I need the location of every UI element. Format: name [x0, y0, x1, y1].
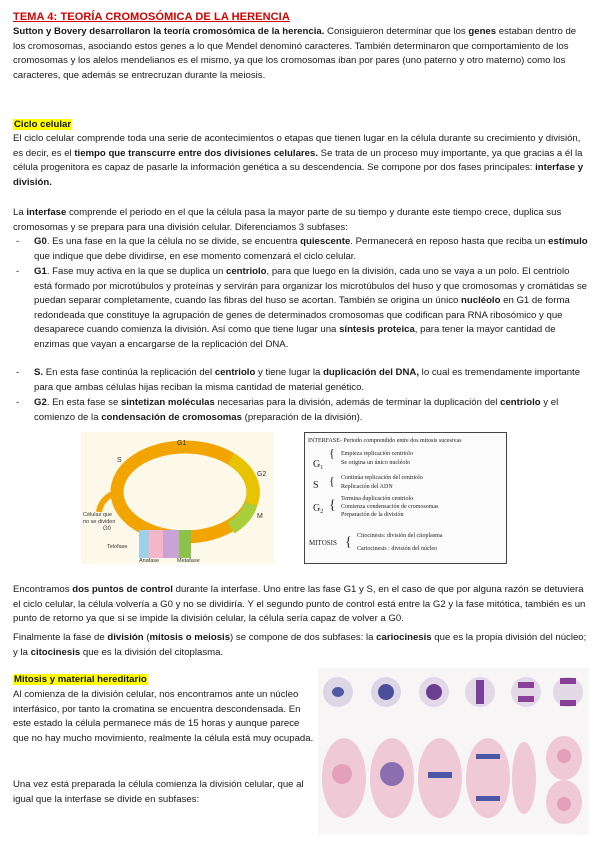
label-g1: G1	[177, 440, 187, 447]
summary-g2-c: Preparación de la división	[341, 512, 404, 518]
summary-mitosis-b: Cariocinesis : división del núcleo	[357, 546, 437, 552]
cell-5-a	[518, 682, 534, 688]
cell-1-nucleus	[332, 687, 344, 697]
label-g0-line1: Células que	[83, 512, 113, 518]
cell-10-b	[476, 796, 500, 801]
telofase-band	[139, 530, 149, 558]
summary-s-a: Continúa replicación del centriolo	[341, 475, 423, 481]
ciclo-paragraph: El ciclo celular comprende toda una serie de acontecimientos o etapas que tienen lugar en la célula durante su crecimiento y división, es decir, es el tiempo que transcurre entre dos divisiones celulares. Se trata de un proceso muy importante, ya que gracias a él la célula progenitora es capaz de pasarle la información genética a su descendencia. Se compone por dos fases principales: interfase y división.	[13, 133, 584, 188]
list-item-g1: - G1. Fase muy activa en la que se duplica un centriolo, para que luego en la división, cada uno se vaya a un polo. El centriolo está formado por microtúbulos y proteínas y servirán para organizar los microtúbulos del huso y que cromosomas y cromátidas se puedan separar completamente, cuando las fibras del huso se acortan. También se origina un único nucléolo en G1 de forma redondeada que constituye la agrupación de genes de determinados cromosomas que codifican para RNA ribosómico y que desaparece cuando comienza la división. Así como que tiene lugar una síntesis proteica, para tener la mayor cantidad de enzimas que vayan a encargarse de la replicación del DNA.	[16, 266, 587, 350]
summary-g2-b: Comienza condensación de cromosomas	[341, 504, 439, 510]
cell-5	[511, 677, 541, 707]
label-telofase: Telofase	[107, 544, 128, 550]
cell-6-b	[560, 700, 576, 706]
summary-mitosis-label: MITOSIS	[309, 539, 337, 547]
mitosis-brace: {	[345, 535, 352, 550]
cell-11-n1	[557, 749, 571, 763]
g2-brace: {	[329, 498, 336, 513]
cell-5-b	[518, 696, 534, 702]
page-title: TEMA 4: TEORÍA CROMOSÓMICA DE LA HERENCIA	[13, 11, 290, 23]
cell-12	[512, 742, 536, 814]
mitosis-paragraph-2: Una vez está preparada la célula comienza la división celular, que al igual que la interfase se divide en subfases:	[13, 779, 304, 805]
cell-cycle-diagram	[81, 432, 274, 564]
label-g0: G0	[103, 526, 112, 532]
label-anafase: Anafase	[139, 558, 160, 564]
mitosis-paragraph-1: Al comienza de la división celular, nos encontramos ante un núcleo interfásico, por tanto la cromatina se encuentra descondensada. En este estado la célula permanece más de 15 horas y aunque parece que no hay mucho movimiento, realmente la célula está muy ocupada.	[13, 689, 314, 744]
intro-paragraph: Sutton y Bovery desarrollaron la teoría cromosómica de la herencia. Consiguieron determinar que los genes estaban dentro de los cromosomas, asociando estos genes a lo que Mendel denominó caracteres. También determinaron que comportamiento de los cromosomas y los alelos mendelianos es el mismo, ya que los cromosomas iban por pares (uno paterno y otro materno) como los caracteres, que además se entrecruzan durante la meiosis.	[13, 26, 577, 81]
cell-2-nucleus	[378, 684, 394, 700]
s-brace: {	[329, 474, 335, 488]
list-item-g2: - G2. En esta fase se sintetizan moléculas necesarias para la división, además de terminar la duplicación del centriolo y el comienzo de la condensación de cromosomas (preparación de la división).	[16, 397, 559, 423]
cell-3-nucleus	[426, 684, 442, 700]
control-paragraph: Encontramos dos puntos de control durante la interfase. Uno entre las fase G1 y S, en el caso de que por alguna razón se detuviera el ciclo celular, la célula volvería a G0 y no se dividiría. Y el segundo punto de control está entre la G2 y la fase mitótica, también es un punto de retorno ya que si se impide la división celular, la célula sería capaz de volver a G0.	[13, 584, 586, 625]
list-item-s: - S. En esta fase continúa la replicación del centriolo y tiene lugar la duplicación del DNA, lo cual es tremendamente importante para que ambas células hijas reciban la misma cantidad de material genético.	[16, 367, 581, 393]
cell-10	[466, 738, 510, 818]
label-metafase: Metafase	[177, 558, 200, 564]
cell-6-a	[560, 678, 576, 684]
label-g0-line2: no se dividen	[83, 519, 116, 525]
summary-g1-label: $G_1$	[313, 459, 324, 471]
label-s: S	[117, 457, 122, 464]
ciclo-celular-heading: Ciclo celular	[14, 119, 72, 130]
interfase-paragraph: La interfase comprende el periodo en el que la célula pasa la mayor parte de su tiempo y durante este tiempo crece, duplica sus cromosomas y se prepara para una división celular. Diferenciamos 3 subfases:	[13, 207, 562, 233]
cell-4-plate	[476, 680, 484, 704]
profase-band	[179, 530, 191, 558]
label-g2: G2	[257, 471, 267, 478]
summary-header: INTERFASE- Periodo comprendido entre dos mitosis sucesivas	[308, 438, 462, 444]
list-item-g0: - G0. Es una fase en la que la célula no se divide, se encuentra quiescente. Permanecerá en reposo hasta que reciba un estímulo que indique que debe dividirse, en ese momento comenzará el ciclo celular.	[16, 236, 588, 262]
summary-mitosis-a: Citocinesis: división del citoplasma	[357, 533, 443, 539]
cell-cycle-svg	[81, 432, 274, 564]
summary-g1-b: Se origina un único nucléolo	[341, 460, 410, 466]
division-paragraph: Finalmente la fase de división (mitosis o meiosis) se compone de dos subfases: la cariocinesis que es la propia división del núcleo; y la citocinesis que es la división del citoplasma.	[13, 632, 587, 658]
summary-s-b: Replicación del ADN	[341, 484, 393, 490]
summary-g2-label: $G_2$	[313, 503, 324, 515]
interphase-summary-box	[304, 432, 507, 564]
cell-11-n2	[557, 797, 571, 811]
anafase-band	[149, 530, 163, 558]
cell-8-nucleus	[380, 762, 404, 786]
summary-g2-a: Termina duplicación centriolo	[341, 496, 414, 502]
label-m: M	[257, 513, 263, 520]
interphase-summary-svg	[305, 433, 506, 563]
metafase-band	[163, 530, 179, 558]
g1-brace: {	[329, 446, 335, 460]
mitosis-micrographs-svg	[318, 668, 589, 834]
cell-9-plate	[428, 772, 452, 778]
mitosis-heading: Mitosis y material hereditario	[14, 674, 147, 685]
cell-7-nucleus	[332, 764, 352, 784]
cell-10-a	[476, 754, 500, 759]
summary-g1-a: Empieza replicación centriolo	[341, 451, 413, 457]
summary-s-label: S	[313, 480, 319, 491]
mitosis-micrographs	[318, 668, 589, 834]
